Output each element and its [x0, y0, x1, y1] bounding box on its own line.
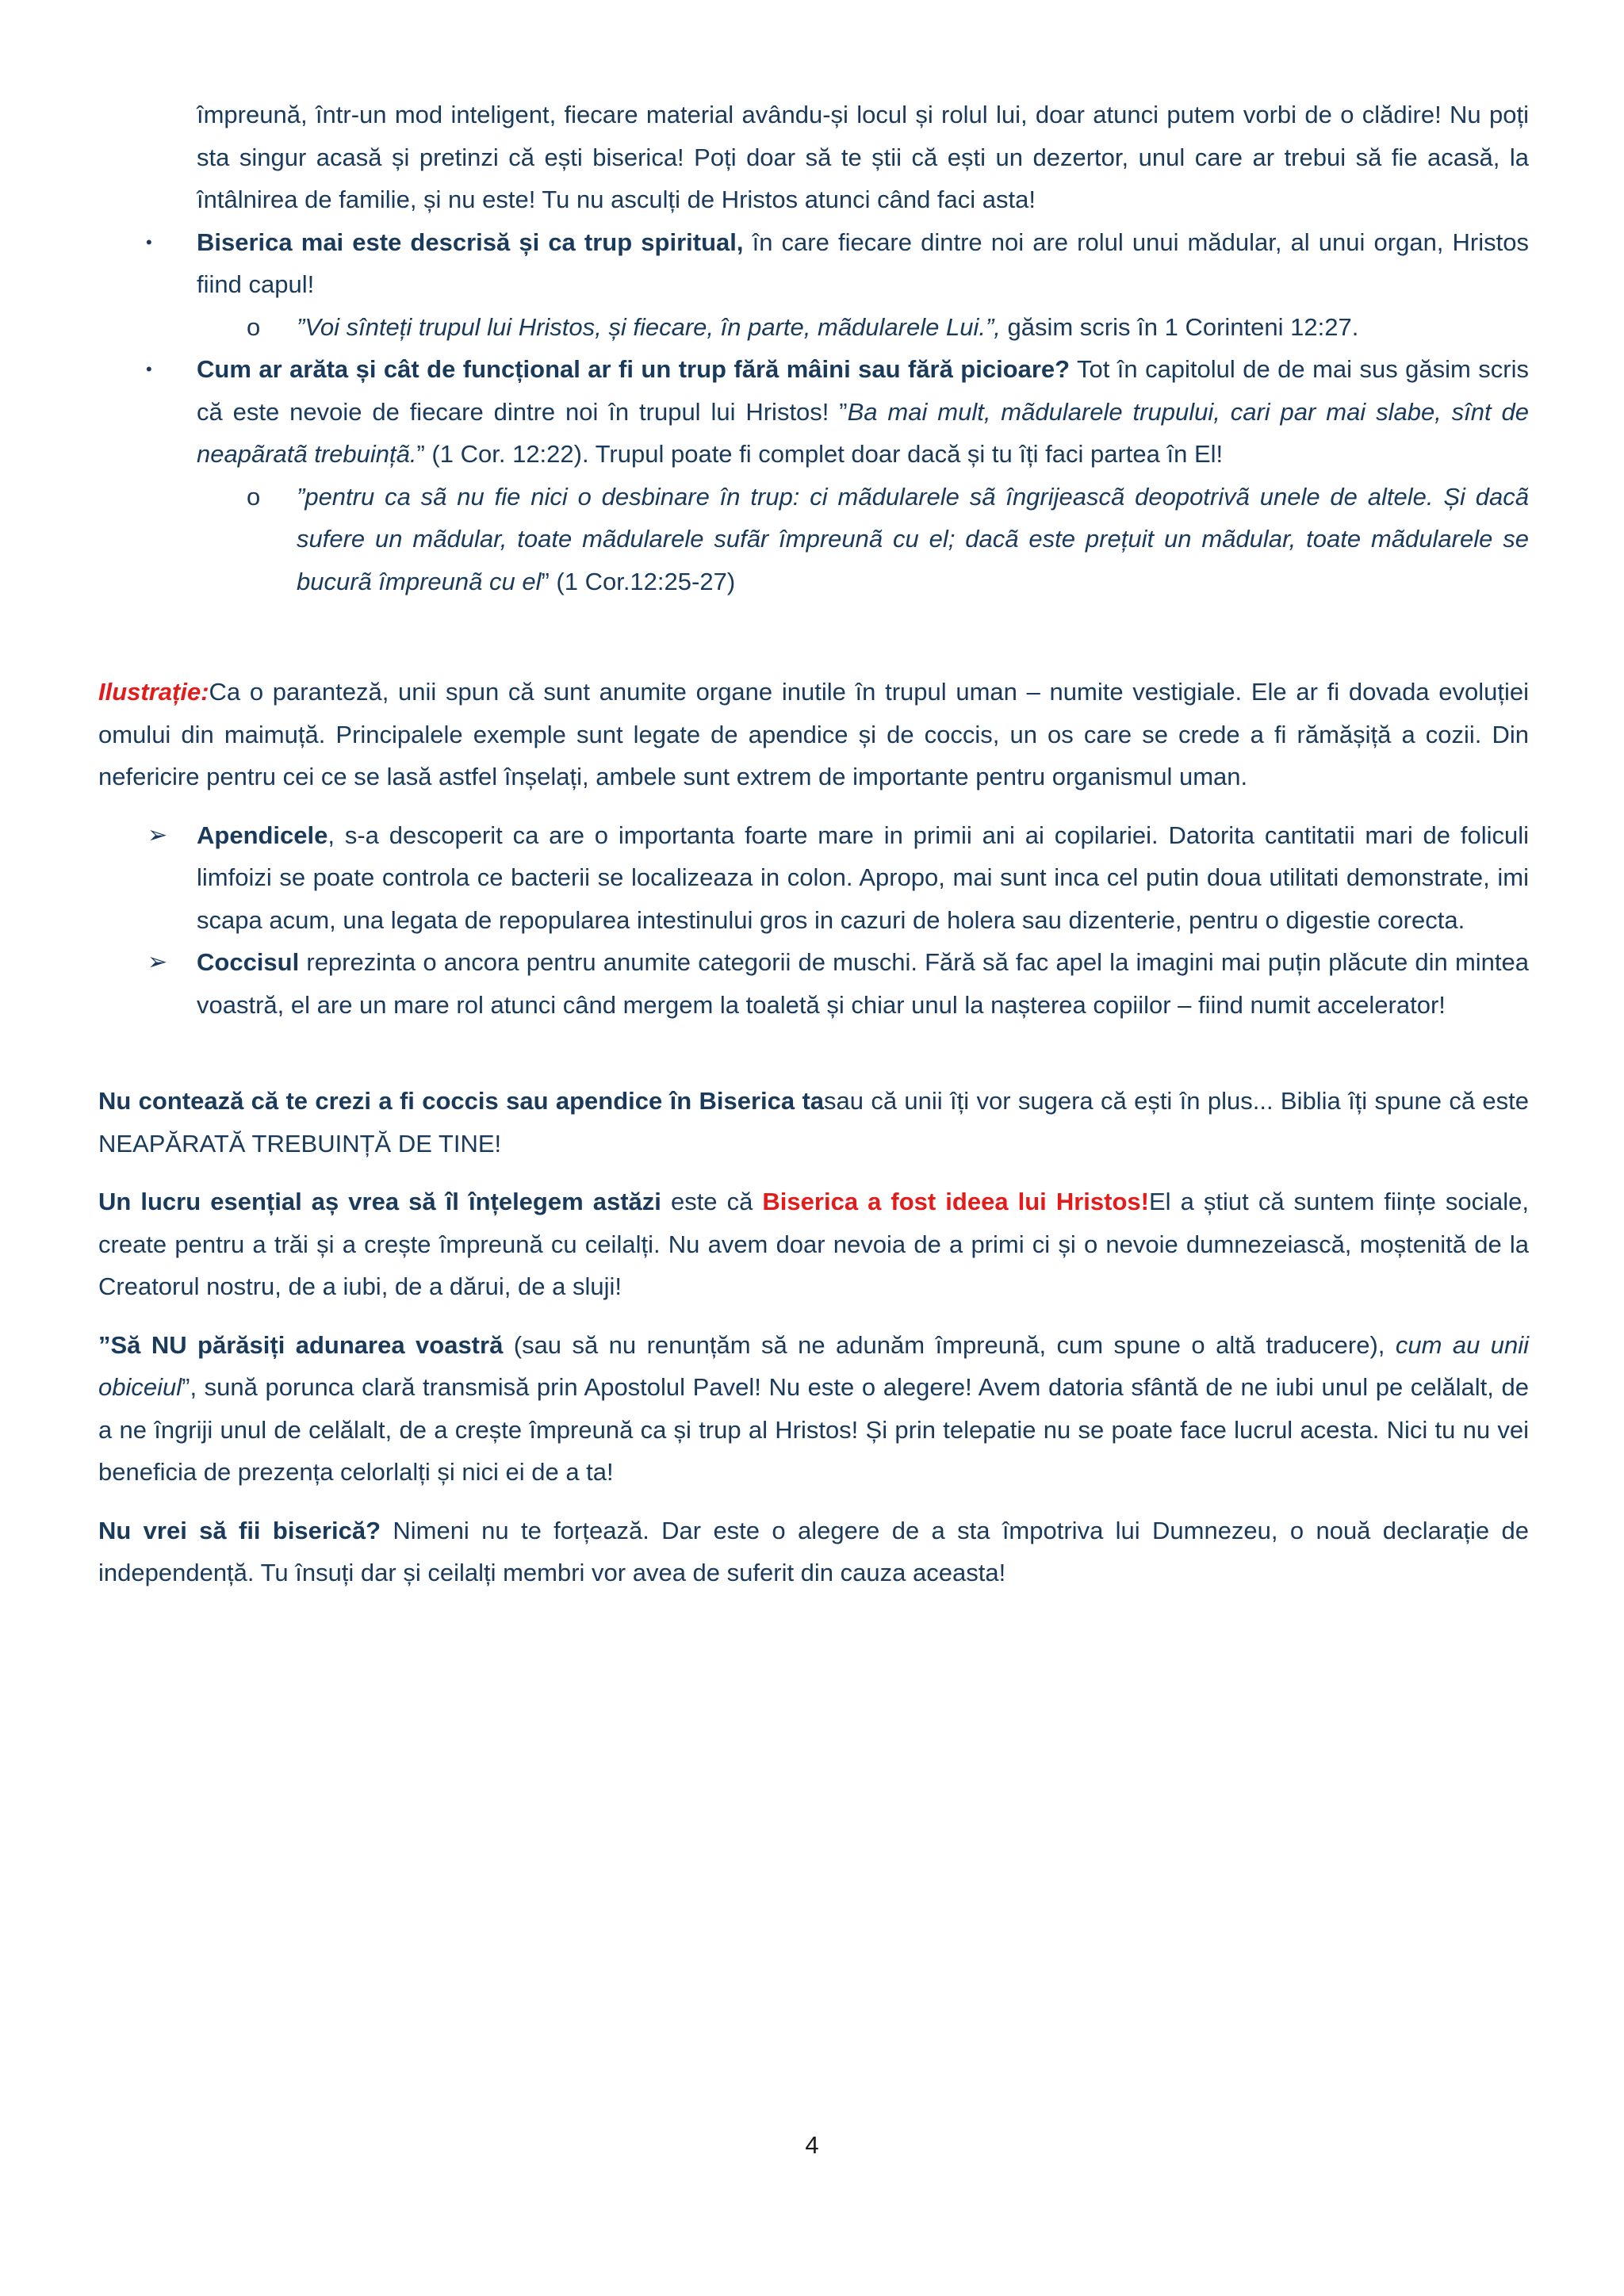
bullet-text: Tot în capitolul de de mai sus găsim scris că este nevoie de fiecare dintre noi în trupul lui Hristos! ”: [197, 355, 1529, 426]
illustration-text: Ca o paranteză, unii spun că sunt anumite organe inutile în trupul uman – numite vestigiale. Ele ar fi dovada evoluției omului din maimuță. Principalele exemple sunt legate de apendice și de coccis, un os care se crede a fi rămășiță a cozii. Din nefericire pentru cei ce se lasă astfel înșelați, ambele sunt extrem de importante pentru organismul uman.: [98, 678, 1529, 790]
continuation-paragraph: împreună, într-un mod inteligent, fiecare material avându-și locul și rolul lui, doar atunci putem vorbi de o clădire! Nu poți sta singur acasă și pretinzi că ești biserica! Poți doar să te știi că ești un dezertor, unul care ar trebui să fie acasă, la întâlnirea de familie, și nu este! Tu nu asculți de Hristos atunci când faci asta!: [197, 101, 1529, 213]
illustration-label: Ilustrație:: [98, 678, 209, 706]
sub-bullet-marker: o: [247, 482, 261, 511]
bullet-text: în care fiecare dintre noi are rolul unui mădular, al unui organ, Hristos fiind capul!: [197, 228, 1529, 298]
sub-item-1-corinteni-12-25: [98, 476, 1529, 603]
arrow-item-bold: Coccisul: [197, 948, 300, 976]
arrow-bullet-icon: ➢: [147, 821, 168, 848]
spacer: [98, 798, 1529, 814]
paragraph-bold: ”Să NU părăsiți adunarea voastră: [98, 1330, 504, 1359]
arrow-item-text: reprezinta o ancora pentru anumite categorii de muschi. Fără să fac apel la imagini mai puțin plăcute din mintea voastră, el are un mare rol atunci când mergem la toaletă și chiar unul la nașterea copiilor – fiind numit accelerator!: [197, 948, 1529, 1019]
bullet-item-trup-spiritual: [98, 221, 1529, 306]
paragraph-adunarea: [98, 1324, 1529, 1494]
arrow-item-apendicele: [98, 814, 1529, 942]
paragraph-text: Nimeni nu te forțează. Dar este o alegere de a sta împotriva lui Dumnezeu, o nouă declarație de independență. Tu însuți dar și ceilalți membri vor avea de suferit din cauza aceasta!: [98, 1516, 1529, 1586]
sub-item-1-corinteni-12-27: [98, 306, 1529, 349]
sub-bullet-marker: o: [247, 312, 261, 341]
page-number: 4: [805, 2131, 819, 2159]
arrow-item-bold: Apendicele: [197, 821, 328, 849]
bullet-bold-text: Biserica mai este descrisă și ca trup spiritual,: [197, 228, 744, 256]
sub-item-quote: ”pentru ca sã nu fie nici o desbinare în trup: ci mãdularele sã îngrijeascã deopotrivã unele de altele. Și dacã sufere un mãdular, toate mãdularele sufãr împreunã cu el; dacã este prețuit un mãdular, toate mãdularele se bucurã împreunã cu el: [297, 482, 1529, 595]
paragraph-text: este că: [661, 1188, 763, 1215]
bullet-marker: •: [146, 359, 152, 379]
paragraph-highlight: Biserica a fost ideea lui Hristos!: [762, 1188, 1149, 1215]
paragraph-bold: Un lucru esențial aș vrea să îl înțelegem astăzi: [98, 1188, 661, 1215]
paragraph-bold: Nu contează că te crezi a fi coccis sau apendice în Biserica ta: [98, 1087, 825, 1115]
bullet-quote: Ba mai mult, mãdularele trupului, cari par mai slabe, sînt de neapãratã trebuințã.: [197, 397, 1530, 468]
paragraph-text: (sau să nu renunțăm să ne adunăm împreună, cum spune o altă traducere),: [503, 1330, 1396, 1359]
paragraph-italic: cum au unii obiceiul: [98, 1330, 1529, 1401]
paragraph-text-end: El a știut că suntem ființe sociale, create pentru a trăi și a crește împreună cu ceilalți. Nu avem doar nevoia de a primi ci și o nevoie dumnezeiască, moștenită de la Creatorul nostru, de a iubi, de a dărui, de a sluji!: [98, 1188, 1530, 1300]
sub-item-text: găsim scris în 1 Corinteni 12:27.: [1000, 312, 1359, 341]
illustration-paragraph: [98, 671, 1529, 798]
bullet-bold-text: Cum ar arăta și cât de funcțional ar fi un trup fără mâini sau fără picioare?: [197, 355, 1071, 383]
sub-item-text: ” (1 Cor.12:25-27): [541, 567, 736, 595]
arrow-bullet-icon: ➢: [147, 949, 168, 975]
page-content: [98, 94, 1529, 1610]
paragraph-bold: Nu vrei să fii biserică?: [98, 1516, 381, 1544]
bullet-item-trup-functional: [98, 348, 1529, 476]
paragraph-ideea-lui-hristos: [98, 1181, 1529, 1308]
paragraph-nu-vrei: [98, 1510, 1529, 1594]
paragraph-text: sau că unii îți vor sugera că ești în plus... Biblia îți spune că este NEAPĂRATĂ TREBUINȚĂ DE TINE!: [98, 1087, 1529, 1158]
arrow-item-coccisul: [98, 941, 1529, 1026]
spacer: [98, 1026, 1529, 1080]
bullet-marker: •: [146, 232, 152, 252]
sub-item-quote: ”Voi sînteți trupul lui Hristos, și fiecare, în parte, mãdularele Lui.”,: [297, 312, 1001, 341]
bullet-text-end: ” (1 Cor. 12:22). Trupul poate fi complet doar dacă și tu îți faci partea în El!: [416, 440, 1224, 468]
arrow-item-text: , s-a descoperit ca are o importanta foarte mare in primii ani ai copilariei. Datorita cantitatii mari de foliculi limfoizi se poate controla ce bacterii se localizeaza in colon. Apropo, mai sunt inca cel putin doua utilitati demonstrate, imi scapa acum, una legata de repopularea intestinului gros in cazuri de holera sau dizenterie, pentru o digestie corecta.: [197, 821, 1529, 934]
paragraph-neaparata-trebuinta: [98, 1080, 1529, 1165]
spacer: [98, 603, 1529, 671]
paragraph-text-end: ”, sună porunca clară transmisă prin Apostolul Pavel! Nu este o alegere! Avem datoria sfântă de ne iubi unul pe celălalt, de a ne îngriji unul de celălalt, de a crește împreună ca și trup al Hristos! Și prin telepatie nu se poate face lucrul acesta. Nici tu nu vei beneficia de prezența celorlalți și nici ei de a ta!: [98, 1373, 1529, 1486]
